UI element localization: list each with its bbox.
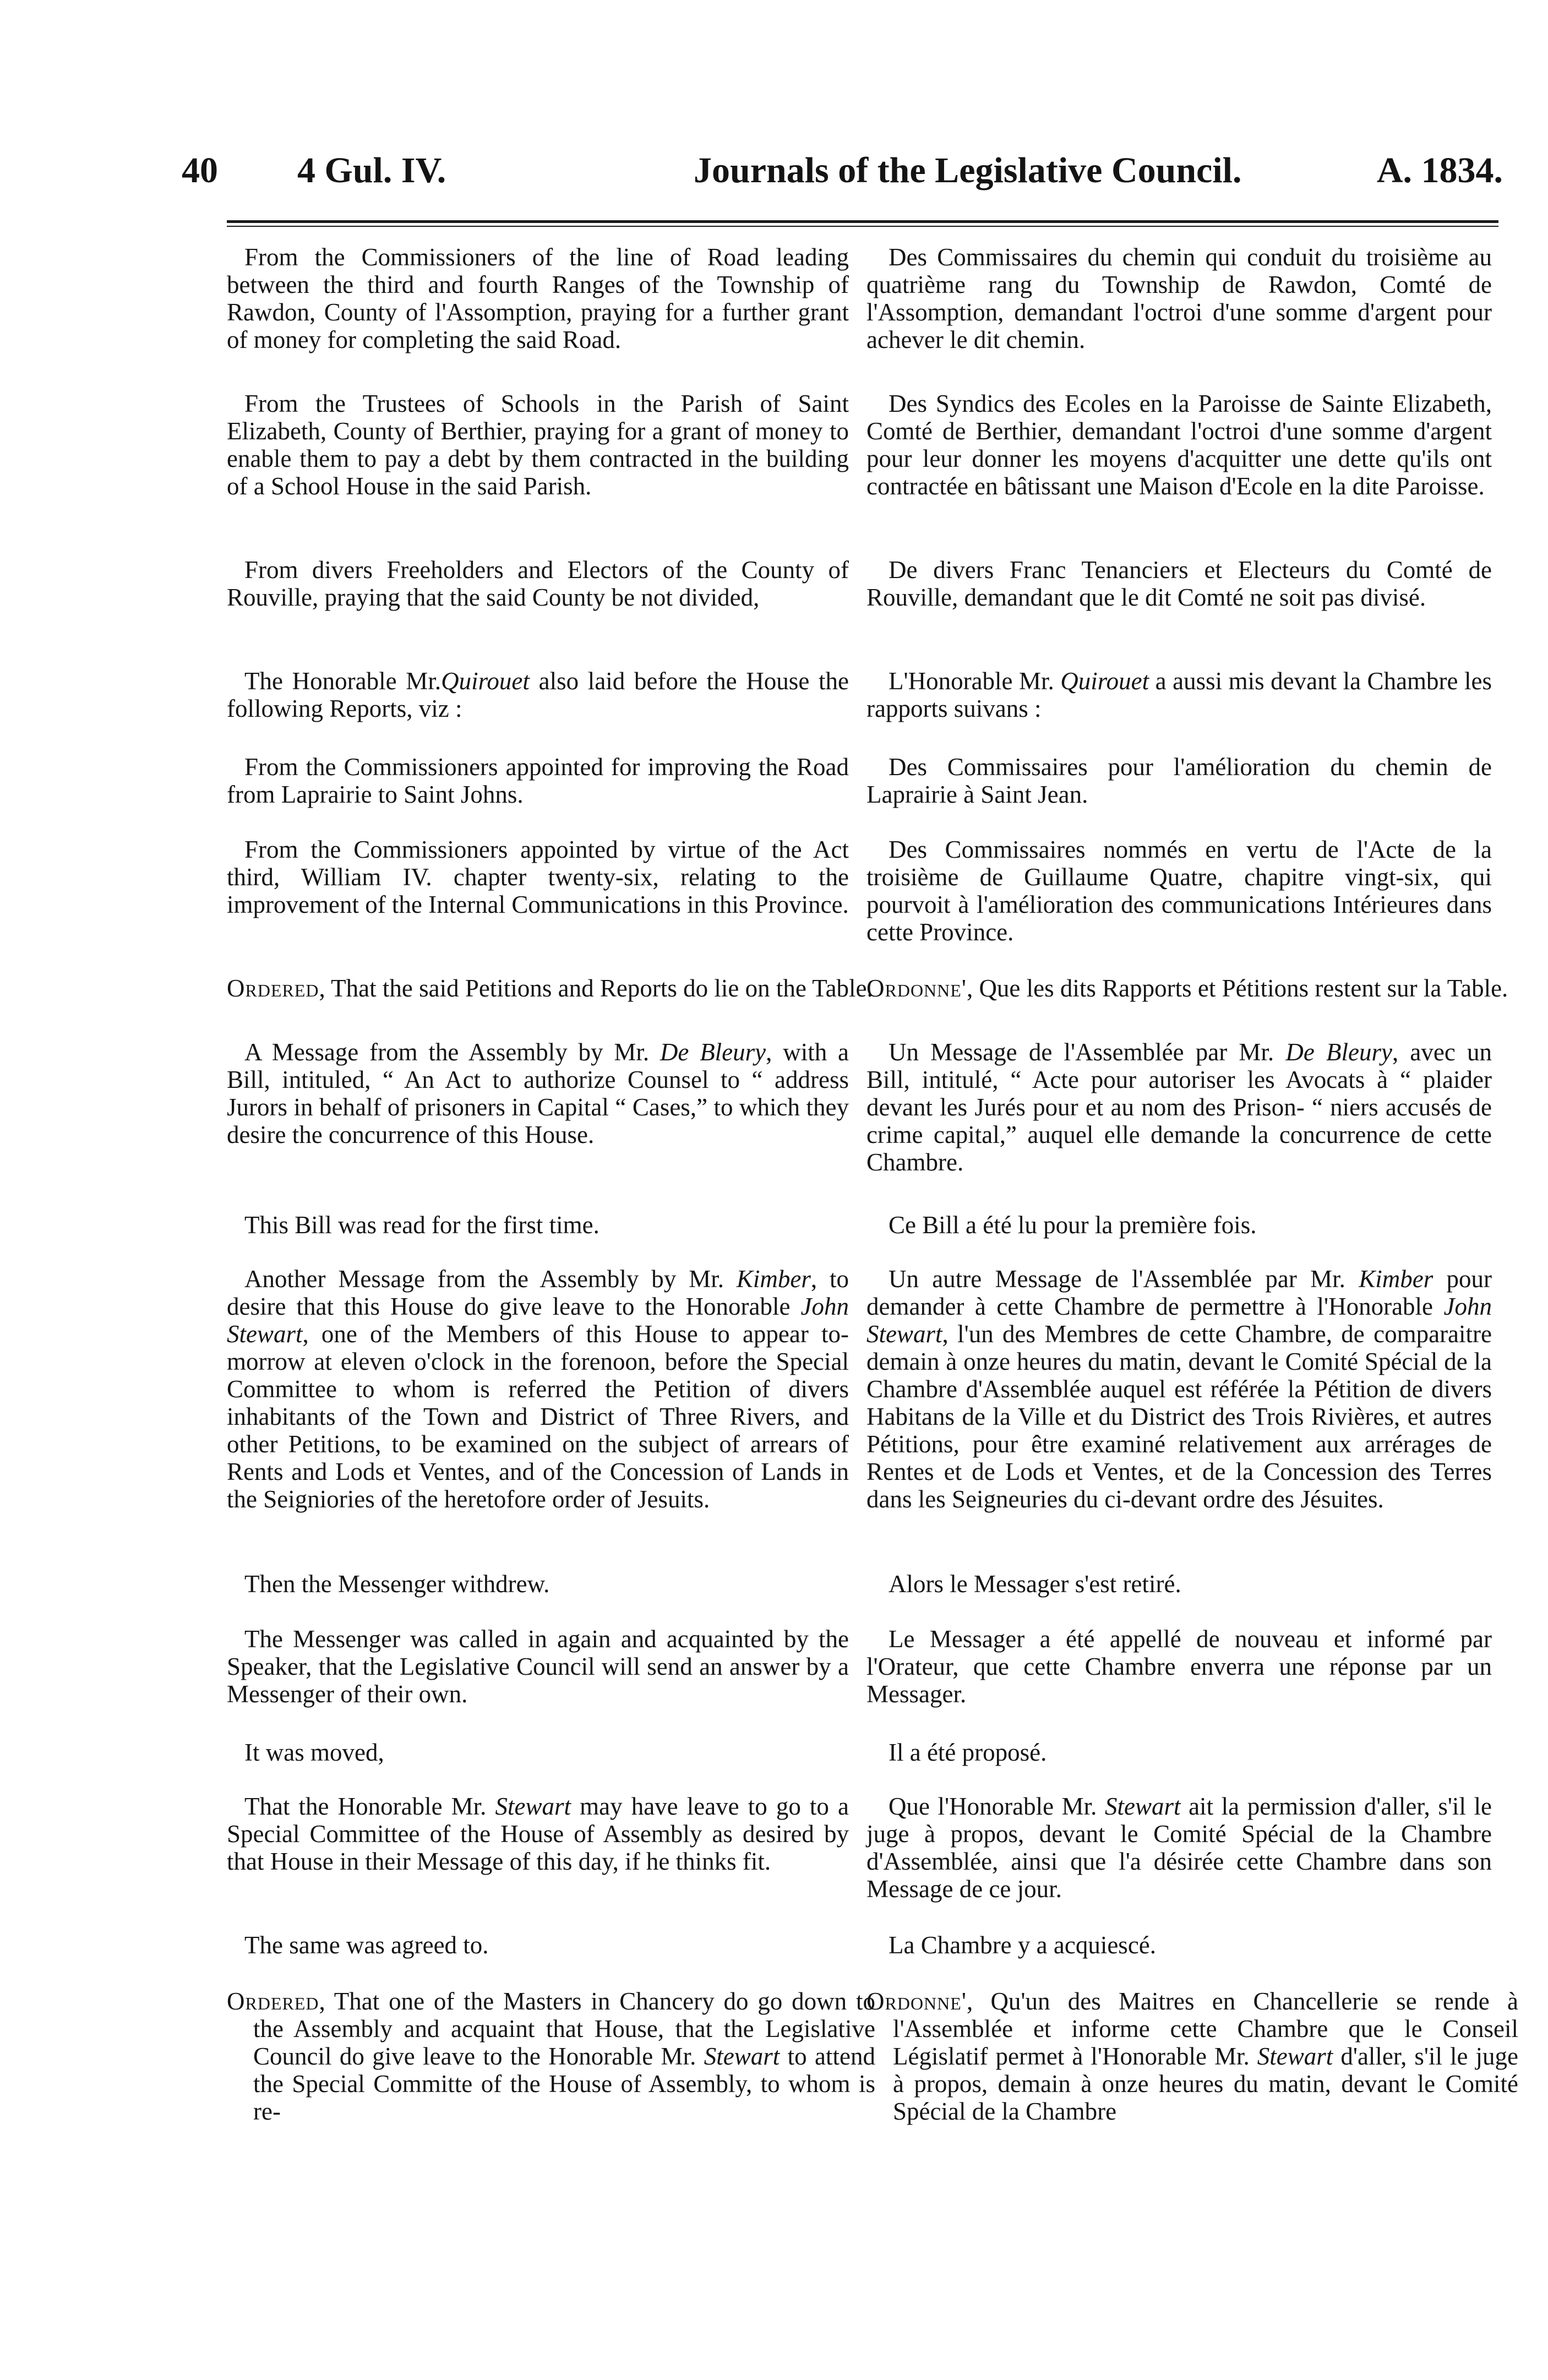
page-number: 40 [182,150,218,190]
paragraph-en: The Messenger was called in again and acquainted by the Speaker, that the Legislative Council will send an answer by a Messenger of their own. [227,1625,849,1708]
paragraph-fr: Alors le Messager s'est retiré. [889,1570,1181,1598]
running-header [182,150,1503,210]
paragraph-fr: De divers Franc Tenanciers et Electeurs du Comté de Rouville, demandant que le dit Comté ne soit pas divisé. [866,556,1492,611]
paragraph-fr: Des Commissaires du chemin qui conduit du troisième au quatrième rang du Township de Rawdon, Comté de l'Assomption, demandant l'octroi d'une somme d'argent pour achever le dit chemin. [866,243,1492,353]
paragraph-en: A Message from the Assembly by Mr. De Bleury, with a Bill, intituled, “ An Act to authorize Counsel to “ address Jurors in behalf of prisoners in Capital “ Cases,” to which they desire the concurrence of this House. [227,1038,849,1148]
paragraph-en: The same was agreed to. [244,1931,489,1959]
paragraph-en: It was moved, [244,1739,384,1766]
paragraph-en: Then the Messenger withdrew. [244,1570,550,1598]
paragraph-en: From the Commissioners appointed by virtue of the Act third, William IV. chapter twenty-six, relating to the improvement of the Internal Communications in this Province. [227,836,849,918]
paragraph-fr: Un autre Message de l'Assemblée par Mr. Kimber pour demander à cette Chambre de permettre à l'Honorable John Stewart, l'un des Membres de cette Chambre, de comparaitre demain à onze heures du matin, devant le Comité Spécial de la Chambre d'Assemblée auquel est référée la Pétition de divers Habitans de la Ville et du District des Trois Rivières, et autres Pétitions, pour être examiné relativement aux arrérages de Rentes et de Lods et Ventes, et de la Concession des Terres dans les Seigneuries du ci-devant ordre des Jésuites. [866,1265,1492,1513]
paragraph-fr: Des Commissaires pour l'amélioration du chemin de Laprairie à Saint Jean. [866,753,1492,808]
header-rule-thin [227,226,1498,227]
order-paragraph-fr: Ordonne', Que les dits Rapports et Pétitions restent sur la Table. [866,974,1508,1002]
paragraph-fr: Le Messager a été appellé de nouveau et informé par l'Orateur, que cette Chambre enverra une réponse par un Messager. [866,1625,1492,1708]
paragraph-en: Another Message from the Assembly by Mr. Kimber, to desire that this House do give leave to the Honorable John Stewart, one of the Members of this House to appear to-morrow at eleven o'clock in the forenoon, before the Special Committee to whom is referred the Petition of divers inhabitants of the Town and District of Three Rivers, and other Petitions, to be examined on the subject of arrears of Rents and Lods et Ventes, and of the Concession of Lands in the Seigniories of the heretofore order of Jesuits. [227,1265,849,1513]
journal-title: Journals of the Legislative Council. [694,150,1242,190]
regnal-year: 4 Gul. IV. [297,150,446,190]
order-paragraph-fr: Ordonne', Qu'un des Maitres en Chancellerie se rende à l'Assemblée et informe cette Chambre que le Conseil Législatif permet à l'Honorable Mr. Stewart d'aller, s'il le juge à propos, demain à onze heures du matin, devant le Comité Spécial de la Chambre [866,1987,1518,2125]
header-rule [227,220,1498,223]
paragraph-fr: La Chambre y a acquiescé. [889,1931,1157,1959]
paragraph-en: From the Commissioners of the line of Road leading between the third and fourth Ranges of the Township of Rawdon, County of l'Assomption, praying for a further grant of money for completing the said Road. [227,243,849,353]
paragraph-en: This Bill was read for the first time. [244,1211,599,1239]
paragraph-fr: Ce Bill a été lu pour la première fois. [889,1211,1257,1239]
order-paragraph-en: Ordered, That one of the Masters in Chancery do go down to the Assembly and acquaint that House, that the Legislative Council do give leave to the Honorable Mr. Stewart to attend the Special Committe of the House of Assembly, to whom is re- [227,1987,875,2125]
paragraph-en: That the Honorable Mr. Stewart may have leave to go to a Special Committee of the House of Assembly as desired by that House in their Message of this day, if he thinks fit. [227,1793,849,1875]
paragraph-en: The Honorable Mr.Quirouet also laid before the House the following Reports, viz : [227,667,849,722]
paragraph-fr: Il a été proposé. [889,1739,1047,1766]
paragraph-en: From the Commissioners appointed for improving the Road from Laprairie to Saint Johns. [227,753,849,808]
year: A. 1834. [1376,150,1503,190]
paragraph-fr: Des Commissaires nommés en vertu de l'Acte de la troisième de Guillaume Quatre, chapitre vingt-six, qui pourvoit à l'amélioration des communications Intérieures dans cette Province. [866,836,1492,946]
paragraph-fr: L'Honorable Mr. Quirouet a aussi mis devant la Chambre les rapports suivans : [866,667,1492,722]
order-paragraph-en: Ordered, That the said Petitions and Reports do lie on the Table. [227,974,873,1002]
paragraph-en: From the Trustees of Schools in the Parish of Saint Elizabeth, County of Berthier, praying for a grant of money to enable them to pay a debt by them contracted in the building of a School House in the said Parish. [227,390,849,500]
paragraph-fr: Que l'Honorable Mr. Stewart ait la permission d'aller, s'il le juge à propos, devant le Comité Spécial de la Chambre d'Assemblée, ainsi que l'a désirée cette Chambre dans son Message de ce jour. [866,1793,1492,1903]
paragraph-en: From divers Freeholders and Electors of the County of Rouville, praying that the said County be not divided, [227,556,849,611]
paragraph-fr: Un Message de l'Assemblée par Mr. De Bleury, avec un Bill, intitulé, “ Acte pour autoriser les Avocats à “ plaider devant les Jurés pour et au nom des Prison- “ niers accusés de crime capital,” auquel elle demande la concurrence de cette Chambre. [866,1038,1492,1176]
paragraph-fr: Des Syndics des Ecoles en la Paroisse de Sainte Elizabeth, Comté de Berthier, demandant l'octroi d'une somme d'argent pour leur donner les moyens d'acquitter une dette qu'ils ont contractée en bâtissant une Maison d'Ecole en la dite Paroisse. [866,390,1492,500]
